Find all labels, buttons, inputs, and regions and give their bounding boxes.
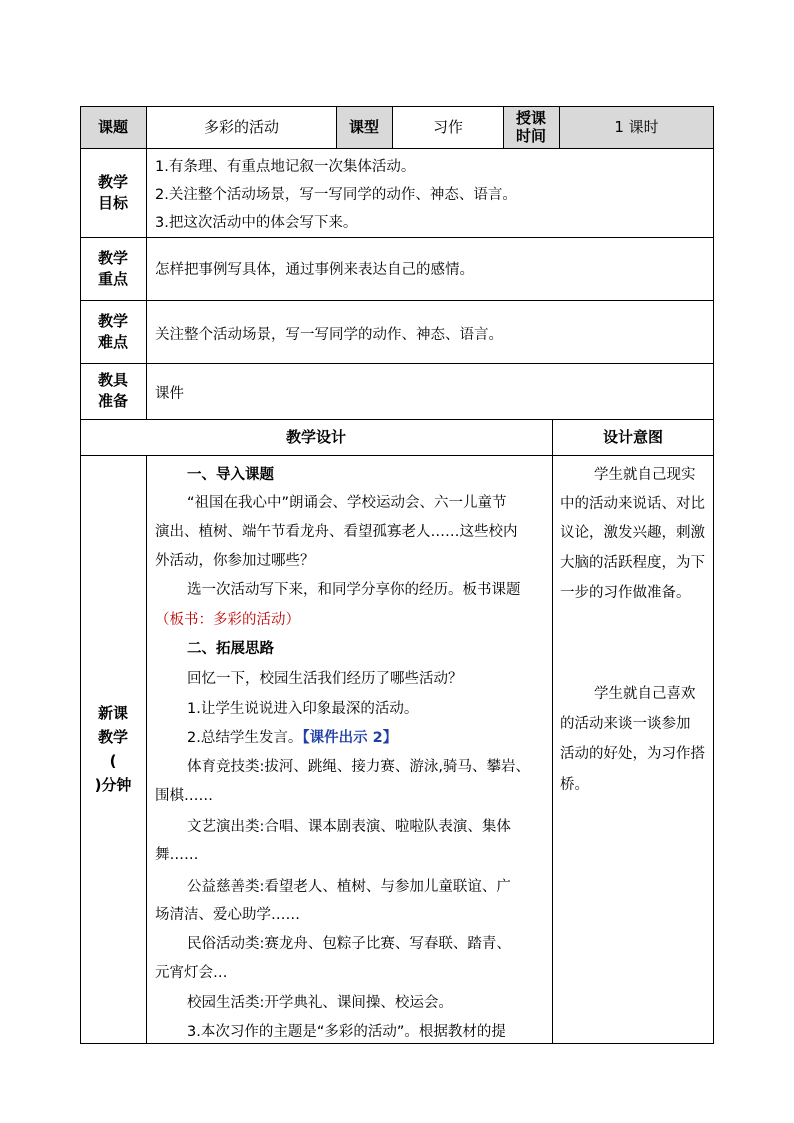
time-value: 1 课时: [614, 118, 659, 136]
tools-label-line-1: 教具: [97, 371, 128, 389]
tools-label-line-2: 准备: [97, 392, 128, 410]
intent-line: 大脑的活跃程度，为下: [560, 555, 705, 571]
lesson-line: 文艺演出类:合唱、课本剧表演、啦啦队表演、集体: [187, 819, 511, 835]
newlesson-label-line-4: )分钟: [94, 776, 132, 794]
intent-title: 设计意图: [602, 427, 663, 446]
lesson-line: 选一次活动写下来，和同学分享你的经历。板书课题: [187, 582, 521, 598]
tools-text: 课件: [155, 386, 184, 402]
intent-line: 学生就自己喜欢: [594, 686, 696, 702]
intent-line: 中的活动来说话、对比: [560, 496, 705, 512]
lesson-line: “祖国在我心中”朗诵会、学校运动会、六一儿童节: [187, 495, 507, 511]
goals-label: [80, 148, 146, 237]
newlesson-label-line-2: 教学: [97, 728, 128, 746]
lesson-line: 公益慈善类:看望老人、植树、与参加儿童联谊、广: [187, 879, 511, 895]
intent-line: 桥。: [560, 777, 589, 793]
lesson-line: 围棋……: [155, 788, 213, 804]
section-heading-expand: 二、拓展思路: [187, 641, 274, 657]
tools-label: [80, 363, 146, 419]
difficulty-label-line-2: 难点: [97, 332, 128, 351]
lesson-line: [187, 728, 397, 748]
design-title: 教学设计: [285, 427, 346, 446]
lesson-line: 校园生活类:开学典礼、课间操、校运会。: [187, 995, 453, 1011]
difficulty-label: [80, 300, 146, 363]
lesson-line: 外活动，你参加过哪些？: [155, 553, 315, 569]
goal-item-2: 2.关注整个活动场景，写一写同学的动作、神态、语言。: [155, 187, 517, 203]
goal-item-1: 1.有条理、有重点地记叙一次集体活动。: [155, 159, 416, 175]
newlesson-label-line-1: 新课: [97, 704, 128, 722]
lesson-line: 舞……: [155, 847, 199, 863]
lesson-line: 1.让学生说说进入印象最深的活动。: [187, 701, 419, 717]
topic-value: 多彩的活动: [203, 118, 279, 136]
lesson-line: 元宵灯会…: [155, 965, 228, 981]
goal-item-3: 3.把这次活动中的体会写下来。: [155, 215, 358, 231]
keypoint-label: [80, 237, 146, 300]
newlesson-label-line-3: (: [109, 752, 117, 770]
courseware-tag: 【课件出示 2】: [302, 730, 398, 746]
section-heading-intro: 一、导入课题: [187, 467, 274, 483]
keypoint-label-line-2: 重点: [97, 269, 128, 288]
difficulty-text: 关注整个活动场景，写一写同学的动作、神态、语言。: [155, 327, 503, 343]
type-label: 课型: [348, 117, 379, 136]
time-label: [503, 106, 559, 148]
time-label-line-1: 授课: [515, 109, 546, 127]
lesson-line: 体育竞技类:拔河、跳绳、接力赛、游泳,骑马、攀岩、: [187, 759, 530, 775]
goals-label-line-1: 教学: [97, 172, 128, 191]
topic-label: 课题: [97, 117, 128, 136]
intent-line: 学生就自己现实: [594, 467, 696, 483]
newlesson-label: [80, 455, 146, 1043]
goals-label-line-2: 目标: [97, 193, 128, 212]
type-value: 习作: [432, 118, 463, 136]
lesson-line: 回忆一下，校园生活我们经历了哪些活动？: [187, 671, 463, 687]
keypoint-label-line-1: 教学: [97, 248, 128, 267]
intent-line: 的活动来谈一谈参加: [560, 716, 691, 732]
lesson-line: 3.本次习作的主题是“多彩的活动”。根据教材的提: [187, 1024, 506, 1040]
lesson-line-text: 2.总结学生发言。: [187, 730, 303, 746]
lesson-line: 演出、植树、端午节看龙舟、看望孤寡老人……这些校内: [155, 524, 518, 540]
board-note: （板书：多彩的活动）: [155, 612, 300, 628]
lesson-line: 场清洁、爱心助学……: [155, 907, 300, 923]
intent-line: 一步的习作做准备。: [560, 585, 691, 601]
time-label-line-2: 时间: [515, 127, 546, 145]
keypoint-text: 怎样把事例写具体，通过事例来表达自己的感情。: [155, 262, 474, 278]
intent-line: 活动的好处，为习作搭: [560, 746, 705, 762]
lesson-line: 民俗活动类:赛龙舟、包粽子比赛、写春联、踏青、: [187, 936, 511, 952]
intent-line: 议论，激发兴趣，刺激: [560, 525, 705, 541]
difficulty-label-line-1: 教学: [97, 311, 128, 330]
